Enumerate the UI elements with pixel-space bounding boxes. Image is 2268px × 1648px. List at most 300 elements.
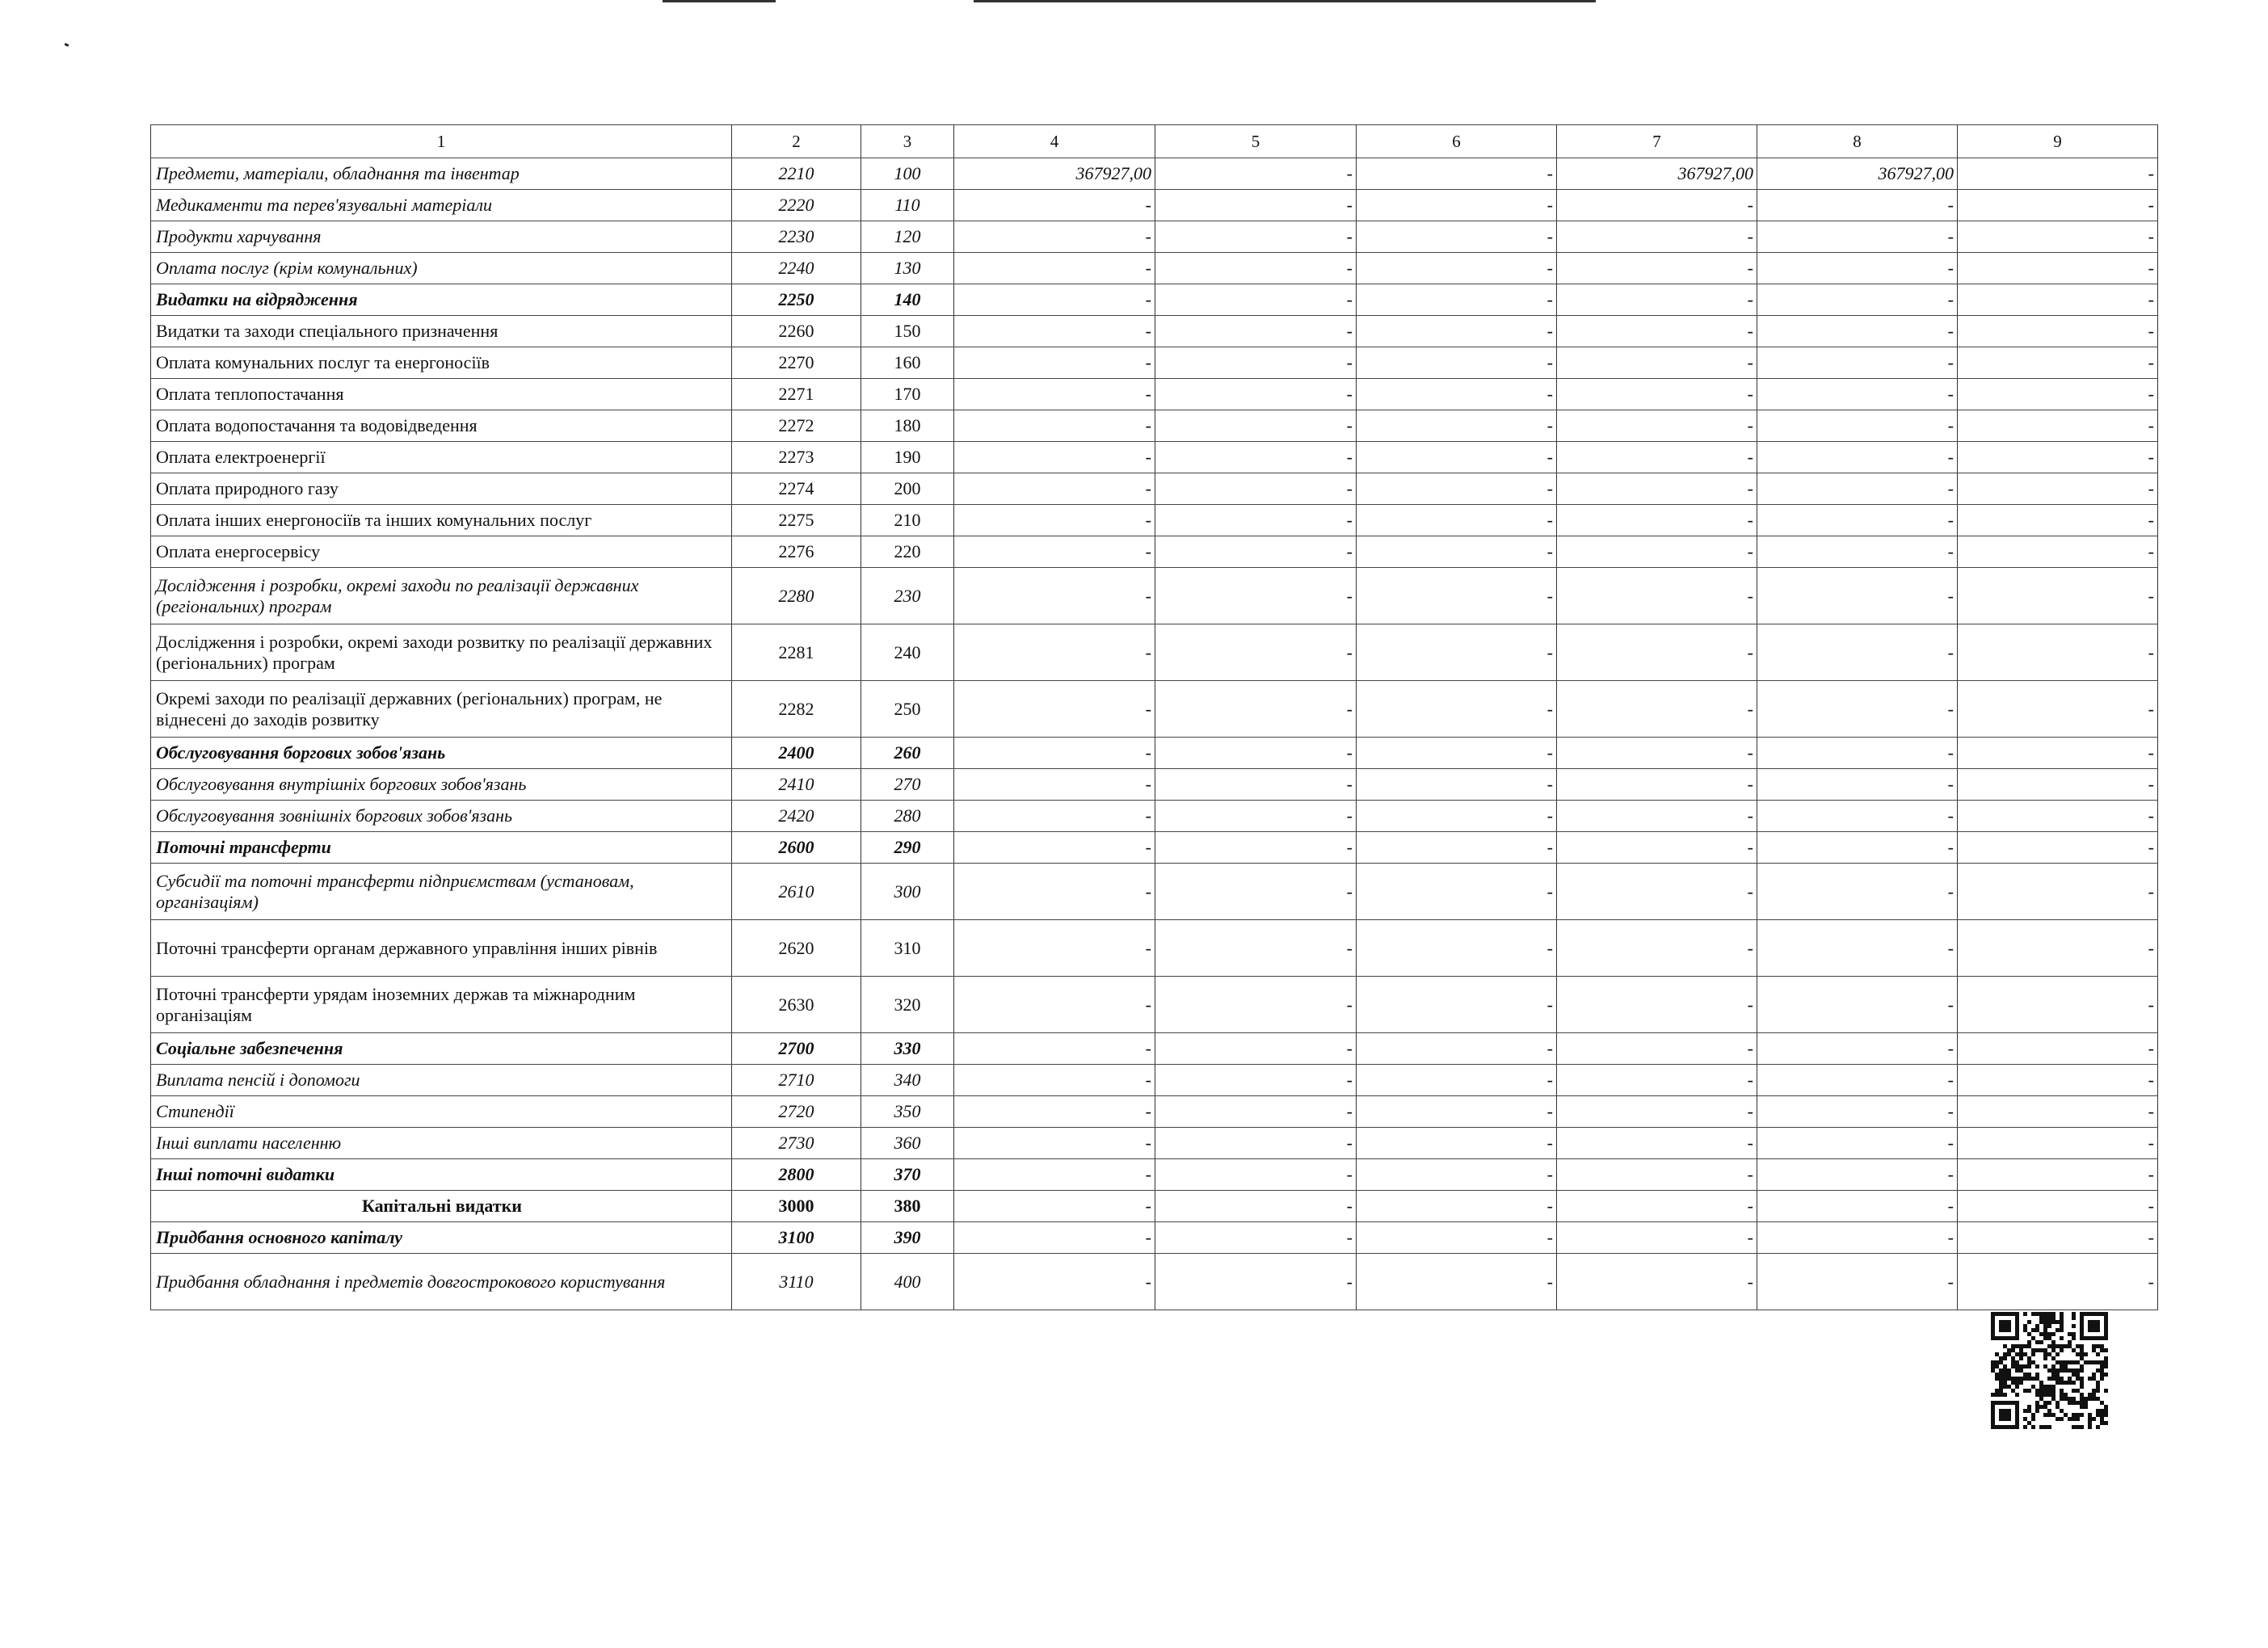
kekv-code-cell: 2282 (732, 681, 861, 738)
amount-cell: - (954, 769, 1155, 801)
amount-cell: - (1557, 253, 1757, 284)
amount-cell: - (954, 681, 1155, 738)
line-code-cell: 110 (861, 190, 954, 221)
scan-edge-mark (663, 0, 776, 2)
line-code-cell: 360 (861, 1128, 954, 1159)
amount-cell: - (1557, 1191, 1757, 1222)
expense-name-cell: Оплата водопостачання та водовідведення (151, 410, 732, 442)
table-row (151, 769, 2158, 801)
expense-name-cell: Оплата енергосервісу (151, 536, 732, 568)
amount-cell: - (1757, 442, 1958, 473)
amount-cell: - (1155, 316, 1357, 347)
amount-cell: - (1155, 253, 1357, 284)
kekv-code-cell: 2720 (732, 1096, 861, 1128)
amount-cell: - (954, 473, 1155, 505)
line-code-cell: 250 (861, 681, 954, 738)
table-row (151, 832, 2158, 864)
amount-cell: - (1155, 505, 1357, 536)
expense-name-cell: Видатки на відрядження (151, 284, 732, 316)
amount-cell: - (1155, 1159, 1357, 1191)
amount-cell: - (1757, 316, 1958, 347)
amount-cell: - (1757, 832, 1958, 864)
kekv-code-cell: 2420 (732, 801, 861, 832)
amount-cell: - (1557, 505, 1757, 536)
table-row (151, 1096, 2158, 1128)
amount-cell: - (1557, 347, 1757, 379)
expense-name-cell: Предмети, матеріали, обладнання та інвентар (151, 158, 732, 190)
table-row (151, 1254, 2158, 1310)
amount-cell: - (1155, 1033, 1357, 1065)
amount-cell: - (1958, 832, 2158, 864)
kekv-code-cell: 3100 (732, 1222, 861, 1254)
amount-cell: - (1757, 536, 1958, 568)
table-row (151, 1033, 2158, 1065)
amount-cell: - (1757, 738, 1958, 769)
line-code-cell: 330 (861, 1033, 954, 1065)
table-row (151, 221, 2158, 253)
line-code-cell: 310 (861, 920, 954, 977)
amount-cell: - (1155, 1222, 1357, 1254)
amount-cell: - (1557, 1222, 1757, 1254)
expense-name-cell: Оплата природного газу (151, 473, 732, 505)
line-code-cell: 390 (861, 1222, 954, 1254)
amount-cell: - (1357, 442, 1557, 473)
amount-cell: - (1557, 977, 1757, 1033)
amount-cell: - (1958, 379, 2158, 410)
amount-cell: - (1958, 536, 2158, 568)
amount-cell: - (1557, 442, 1757, 473)
amount-cell: - (1357, 568, 1557, 624)
amount-cell: - (1357, 379, 1557, 410)
amount-cell: - (1357, 505, 1557, 536)
amount-cell: - (1557, 1033, 1757, 1065)
expense-name-cell: Продукти харчування (151, 221, 732, 253)
amount-cell: - (1557, 801, 1757, 832)
expense-name-cell: Придбання основного капіталу (151, 1222, 732, 1254)
amount-cell: - (1958, 253, 2158, 284)
amount-cell: - (954, 1159, 1155, 1191)
expense-name-cell: Придбання обладнання і предметів довгострокового користування (151, 1254, 732, 1310)
amount-cell: - (1357, 769, 1557, 801)
amount-cell: - (1557, 316, 1757, 347)
table-row (151, 738, 2158, 769)
line-code-cell: 120 (861, 221, 954, 253)
amount-cell: - (1557, 1096, 1757, 1128)
table-row (151, 681, 2158, 738)
table-row (151, 1222, 2158, 1254)
amount-cell: - (954, 738, 1155, 769)
amount-cell: - (1357, 738, 1557, 769)
amount-cell: - (1757, 1159, 1958, 1191)
scan-edge-mark (974, 0, 1596, 2)
expense-name-cell: Поточні трансферти урядам іноземних держав та міжнародним організаціям (151, 977, 732, 1033)
amount-cell: - (954, 253, 1155, 284)
expense-name-cell: Дослідження і розробки, окремі заходи по реалізації державних (регіональних) програм (151, 568, 732, 624)
table-row (151, 158, 2158, 190)
amount-cell: - (1155, 568, 1357, 624)
table-row (151, 284, 2158, 316)
amount-cell: - (1155, 190, 1357, 221)
amount-cell: - (1357, 801, 1557, 832)
line-code-cell: 240 (861, 624, 954, 681)
amount-cell: - (1958, 190, 2158, 221)
line-code-cell: 230 (861, 568, 954, 624)
amount-cell: - (1958, 801, 2158, 832)
amount-cell: - (1757, 190, 1958, 221)
amount-cell: - (1757, 1222, 1958, 1254)
line-code-cell: 400 (861, 1254, 954, 1310)
header-cell: 9 (1958, 125, 2158, 158)
table-row (151, 864, 2158, 920)
expense-name-cell: Оплата послуг (крім комунальних) (151, 253, 732, 284)
line-code-cell: 260 (861, 738, 954, 769)
kekv-code-cell: 2280 (732, 568, 861, 624)
expense-name-cell: Оплата теплопостачання (151, 379, 732, 410)
amount-cell: - (954, 624, 1155, 681)
amount-cell: - (1958, 473, 2158, 505)
expense-name-cell: Обслуговування боргових зобов'язань (151, 738, 732, 769)
line-code-cell: 180 (861, 410, 954, 442)
amount-cell: - (1958, 568, 2158, 624)
amount-cell: - (1357, 473, 1557, 505)
amount-cell: 367927,00 (1757, 158, 1958, 190)
amount-cell: - (1557, 1159, 1757, 1191)
amount-cell: - (1557, 738, 1757, 769)
expense-name-cell: Інші поточні видатки (151, 1159, 732, 1191)
amount-cell: - (1557, 624, 1757, 681)
amount-cell: - (1155, 473, 1357, 505)
amount-cell: - (1557, 221, 1757, 253)
amount-cell: - (954, 347, 1155, 379)
line-code-cell: 350 (861, 1096, 954, 1128)
kekv-code-cell: 2240 (732, 253, 861, 284)
amount-cell: - (1958, 410, 2158, 442)
amount-cell: - (1557, 1128, 1757, 1159)
amount-cell: - (1958, 1191, 2158, 1222)
amount-cell: - (1357, 920, 1557, 977)
amount-cell: - (1958, 1159, 2158, 1191)
amount-cell: - (954, 442, 1155, 473)
kekv-code-cell: 2610 (732, 864, 861, 920)
table-row (151, 920, 2158, 977)
header-cell: 4 (954, 125, 1155, 158)
kekv-code-cell: 2710 (732, 1065, 861, 1096)
table-row (151, 379, 2158, 410)
header-cell: 3 (861, 125, 954, 158)
amount-cell: - (1757, 681, 1958, 738)
amount-cell: - (1557, 864, 1757, 920)
amount-cell: - (1757, 920, 1958, 977)
amount-cell: - (954, 1254, 1155, 1310)
amount-cell: - (1958, 1065, 2158, 1096)
amount-cell: - (1155, 1254, 1357, 1310)
amount-cell: - (954, 832, 1155, 864)
amount-cell: - (1958, 1254, 2158, 1310)
amount-cell: - (1958, 1096, 2158, 1128)
amount-cell: - (1557, 190, 1757, 221)
amount-cell: - (1155, 410, 1357, 442)
amount-cell: - (1357, 158, 1557, 190)
line-code-cell: 190 (861, 442, 954, 473)
amount-cell: - (1757, 568, 1958, 624)
expense-name-cell: Окремі заходи по реалізації державних (регіональних) програм, не віднесені до заходів розвитку (151, 681, 732, 738)
amount-cell: - (1557, 473, 1757, 505)
amount-cell: - (1557, 1254, 1757, 1310)
amount-cell: - (1757, 1033, 1958, 1065)
amount-cell: - (1757, 505, 1958, 536)
amount-cell: - (1557, 410, 1757, 442)
amount-cell: - (1357, 832, 1557, 864)
expense-name-cell: Капітальні видатки (151, 1191, 732, 1222)
amount-cell: - (1357, 410, 1557, 442)
kekv-code-cell: 2410 (732, 769, 861, 801)
expense-name-cell: Видатки та заходи спеціального призначення (151, 316, 732, 347)
amount-cell: - (1958, 624, 2158, 681)
amount-cell: - (1757, 1254, 1958, 1310)
header-cell: 2 (732, 125, 861, 158)
line-code-cell: 270 (861, 769, 954, 801)
amount-cell: - (1155, 1065, 1357, 1096)
kekv-code-cell: 2274 (732, 473, 861, 505)
amount-cell: - (954, 410, 1155, 442)
amount-cell: - (1958, 1033, 2158, 1065)
amount-cell: - (1557, 568, 1757, 624)
amount-cell: - (954, 379, 1155, 410)
line-code-cell: 100 (861, 158, 954, 190)
amount-cell: - (1155, 769, 1357, 801)
amount-cell: - (954, 1096, 1155, 1128)
amount-cell: - (1958, 738, 2158, 769)
amount-cell: - (1557, 536, 1757, 568)
amount-cell: - (1958, 864, 2158, 920)
line-code-cell: 140 (861, 284, 954, 316)
amount-cell: - (954, 801, 1155, 832)
kekv-code-cell: 3000 (732, 1191, 861, 1222)
amount-cell: - (1357, 536, 1557, 568)
table-row (151, 977, 2158, 1033)
table-row (151, 568, 2158, 624)
amount-cell: - (1757, 1128, 1958, 1159)
kekv-code-cell: 2620 (732, 920, 861, 977)
header-cell: 6 (1357, 125, 1557, 158)
kekv-code-cell: 2275 (732, 505, 861, 536)
amount-cell: - (1357, 1191, 1557, 1222)
kekv-code-cell: 2250 (732, 284, 861, 316)
amount-cell: - (1155, 379, 1357, 410)
table-row (151, 347, 2158, 379)
line-code-cell: 170 (861, 379, 954, 410)
kekv-code-cell: 2276 (732, 536, 861, 568)
expense-name-cell: Виплата пенсій і допомоги (151, 1065, 732, 1096)
amount-cell: - (1958, 1222, 2158, 1254)
column-number-header (151, 125, 2158, 158)
amount-cell: - (1958, 442, 2158, 473)
amount-cell: - (954, 284, 1155, 316)
amount-cell: - (1357, 1096, 1557, 1128)
amount-cell: - (1557, 832, 1757, 864)
amount-cell: - (1155, 977, 1357, 1033)
kekv-code-cell: 2700 (732, 1033, 861, 1065)
amount-cell: - (1155, 221, 1357, 253)
amount-cell: - (1155, 920, 1357, 977)
expense-name-cell: Інші виплати населенню (151, 1128, 732, 1159)
amount-cell: - (954, 977, 1155, 1033)
amount-cell: - (1958, 284, 2158, 316)
amount-cell: - (1958, 977, 2158, 1033)
amount-cell: - (1757, 221, 1958, 253)
kekv-code-cell: 2800 (732, 1159, 861, 1191)
amount-cell: - (954, 1128, 1155, 1159)
scan-speck (65, 43, 69, 47)
amount-cell: - (1958, 347, 2158, 379)
amount-cell: - (1357, 1033, 1557, 1065)
qr-code-icon (1991, 1312, 2108, 1429)
amount-cell: - (1155, 864, 1357, 920)
amount-cell: - (1155, 624, 1357, 681)
amount-cell: - (1357, 1159, 1557, 1191)
amount-cell: - (954, 568, 1155, 624)
table-row (151, 624, 2158, 681)
amount-cell: 367927,00 (1557, 158, 1757, 190)
amount-cell: - (954, 536, 1155, 568)
amount-cell: - (1155, 1191, 1357, 1222)
amount-cell: - (1155, 284, 1357, 316)
amount-cell: - (1757, 347, 1958, 379)
expense-name-cell: Обслуговування внутрішніх боргових зобов'язань (151, 769, 732, 801)
line-code-cell: 200 (861, 473, 954, 505)
header-cell: 1 (151, 125, 732, 158)
amount-cell: - (1958, 920, 2158, 977)
amount-cell: - (1155, 801, 1357, 832)
table-row (151, 473, 2158, 505)
amount-cell: - (1155, 1096, 1357, 1128)
amount-cell: - (954, 1222, 1155, 1254)
table-row (151, 316, 2158, 347)
table-row (151, 1128, 2158, 1159)
expense-name-cell: Оплата інших енергоносіїв та інших комунальних послуг (151, 505, 732, 536)
amount-cell: - (1155, 1128, 1357, 1159)
line-code-cell: 280 (861, 801, 954, 832)
amount-cell: - (1557, 920, 1757, 977)
expense-name-cell: Оплата комунальних послуг та енергоносіїв (151, 347, 732, 379)
amount-cell: - (1357, 1128, 1557, 1159)
amount-cell: - (1557, 681, 1757, 738)
amount-cell: - (954, 864, 1155, 920)
amount-cell: - (1357, 864, 1557, 920)
kekv-code-cell: 2210 (732, 158, 861, 190)
table-row (151, 190, 2158, 221)
kekv-code-cell: 2273 (732, 442, 861, 473)
amount-cell: - (1357, 1065, 1557, 1096)
amount-cell: - (1757, 769, 1958, 801)
table-row (151, 505, 2158, 536)
line-code-cell: 210 (861, 505, 954, 536)
table-row (151, 442, 2158, 473)
expense-name-cell: Поточні трансферти (151, 832, 732, 864)
amount-cell: - (1757, 410, 1958, 442)
kekv-code-cell: 2271 (732, 379, 861, 410)
amount-cell: - (1757, 977, 1958, 1033)
amount-cell: - (1757, 1065, 1958, 1096)
kekv-code-cell: 2730 (732, 1128, 861, 1159)
line-code-cell: 150 (861, 316, 954, 347)
amount-cell: - (1357, 1254, 1557, 1310)
kekv-code-cell: 2220 (732, 190, 861, 221)
line-code-cell: 370 (861, 1159, 954, 1191)
line-code-cell: 290 (861, 832, 954, 864)
amount-cell: - (1357, 221, 1557, 253)
amount-cell: - (1757, 801, 1958, 832)
amount-cell: - (1357, 253, 1557, 284)
amount-cell: - (1958, 681, 2158, 738)
line-code-cell: 320 (861, 977, 954, 1033)
amount-cell: - (1958, 505, 2158, 536)
amount-cell: - (954, 190, 1155, 221)
amount-cell: - (1958, 221, 2158, 253)
amount-cell: - (1958, 158, 2158, 190)
amount-cell: - (1155, 832, 1357, 864)
kekv-code-cell: 2281 (732, 624, 861, 681)
amount-cell: - (954, 221, 1155, 253)
kekv-code-cell: 2272 (732, 410, 861, 442)
amount-cell: - (1357, 681, 1557, 738)
expenditure-table (150, 124, 2158, 1310)
amount-cell: - (1757, 253, 1958, 284)
table-row (151, 1159, 2158, 1191)
expense-name-cell: Медикаменти та перев'язувальні матеріали (151, 190, 732, 221)
amount-cell: - (1357, 190, 1557, 221)
amount-cell: - (1155, 347, 1357, 379)
kekv-code-cell: 2600 (732, 832, 861, 864)
amount-cell: - (1757, 473, 1958, 505)
amount-cell: - (954, 1033, 1155, 1065)
amount-cell: - (1357, 284, 1557, 316)
amount-cell: - (1155, 442, 1357, 473)
expense-name-cell: Соціальне забезпечення (151, 1033, 732, 1065)
amount-cell: - (1357, 316, 1557, 347)
amount-cell: - (1357, 1222, 1557, 1254)
amount-cell: - (1557, 1065, 1757, 1096)
table-row (151, 1065, 2158, 1096)
amount-cell: - (1557, 769, 1757, 801)
line-code-cell: 130 (861, 253, 954, 284)
amount-cell: - (1155, 536, 1357, 568)
expense-name-cell: Оплата електроенергії (151, 442, 732, 473)
amount-cell: - (954, 316, 1155, 347)
amount-cell: 367927,00 (954, 158, 1155, 190)
amount-cell: - (954, 505, 1155, 536)
line-code-cell: 220 (861, 536, 954, 568)
kekv-code-cell: 2400 (732, 738, 861, 769)
expense-name-cell: Стипендії (151, 1096, 732, 1128)
amount-cell: - (954, 920, 1155, 977)
header-cell: 8 (1757, 125, 1958, 158)
amount-cell: - (1958, 1128, 2158, 1159)
amount-cell: - (954, 1191, 1155, 1222)
amount-cell: - (954, 1065, 1155, 1096)
amount-cell: - (1557, 284, 1757, 316)
expense-name-cell: Поточні трансферти органам державного управління інших рівнів (151, 920, 732, 977)
amount-cell: - (1958, 769, 2158, 801)
table-row (151, 1191, 2158, 1222)
line-code-cell: 380 (861, 1191, 954, 1222)
header-cell: 7 (1557, 125, 1757, 158)
table-row (151, 536, 2158, 568)
expense-name-cell: Дослідження і розробки, окремі заходи розвитку по реалізації державних (регіональних) програм (151, 624, 732, 681)
amount-cell: - (1357, 624, 1557, 681)
kekv-code-cell: 2230 (732, 221, 861, 253)
amount-cell: - (1155, 158, 1357, 190)
